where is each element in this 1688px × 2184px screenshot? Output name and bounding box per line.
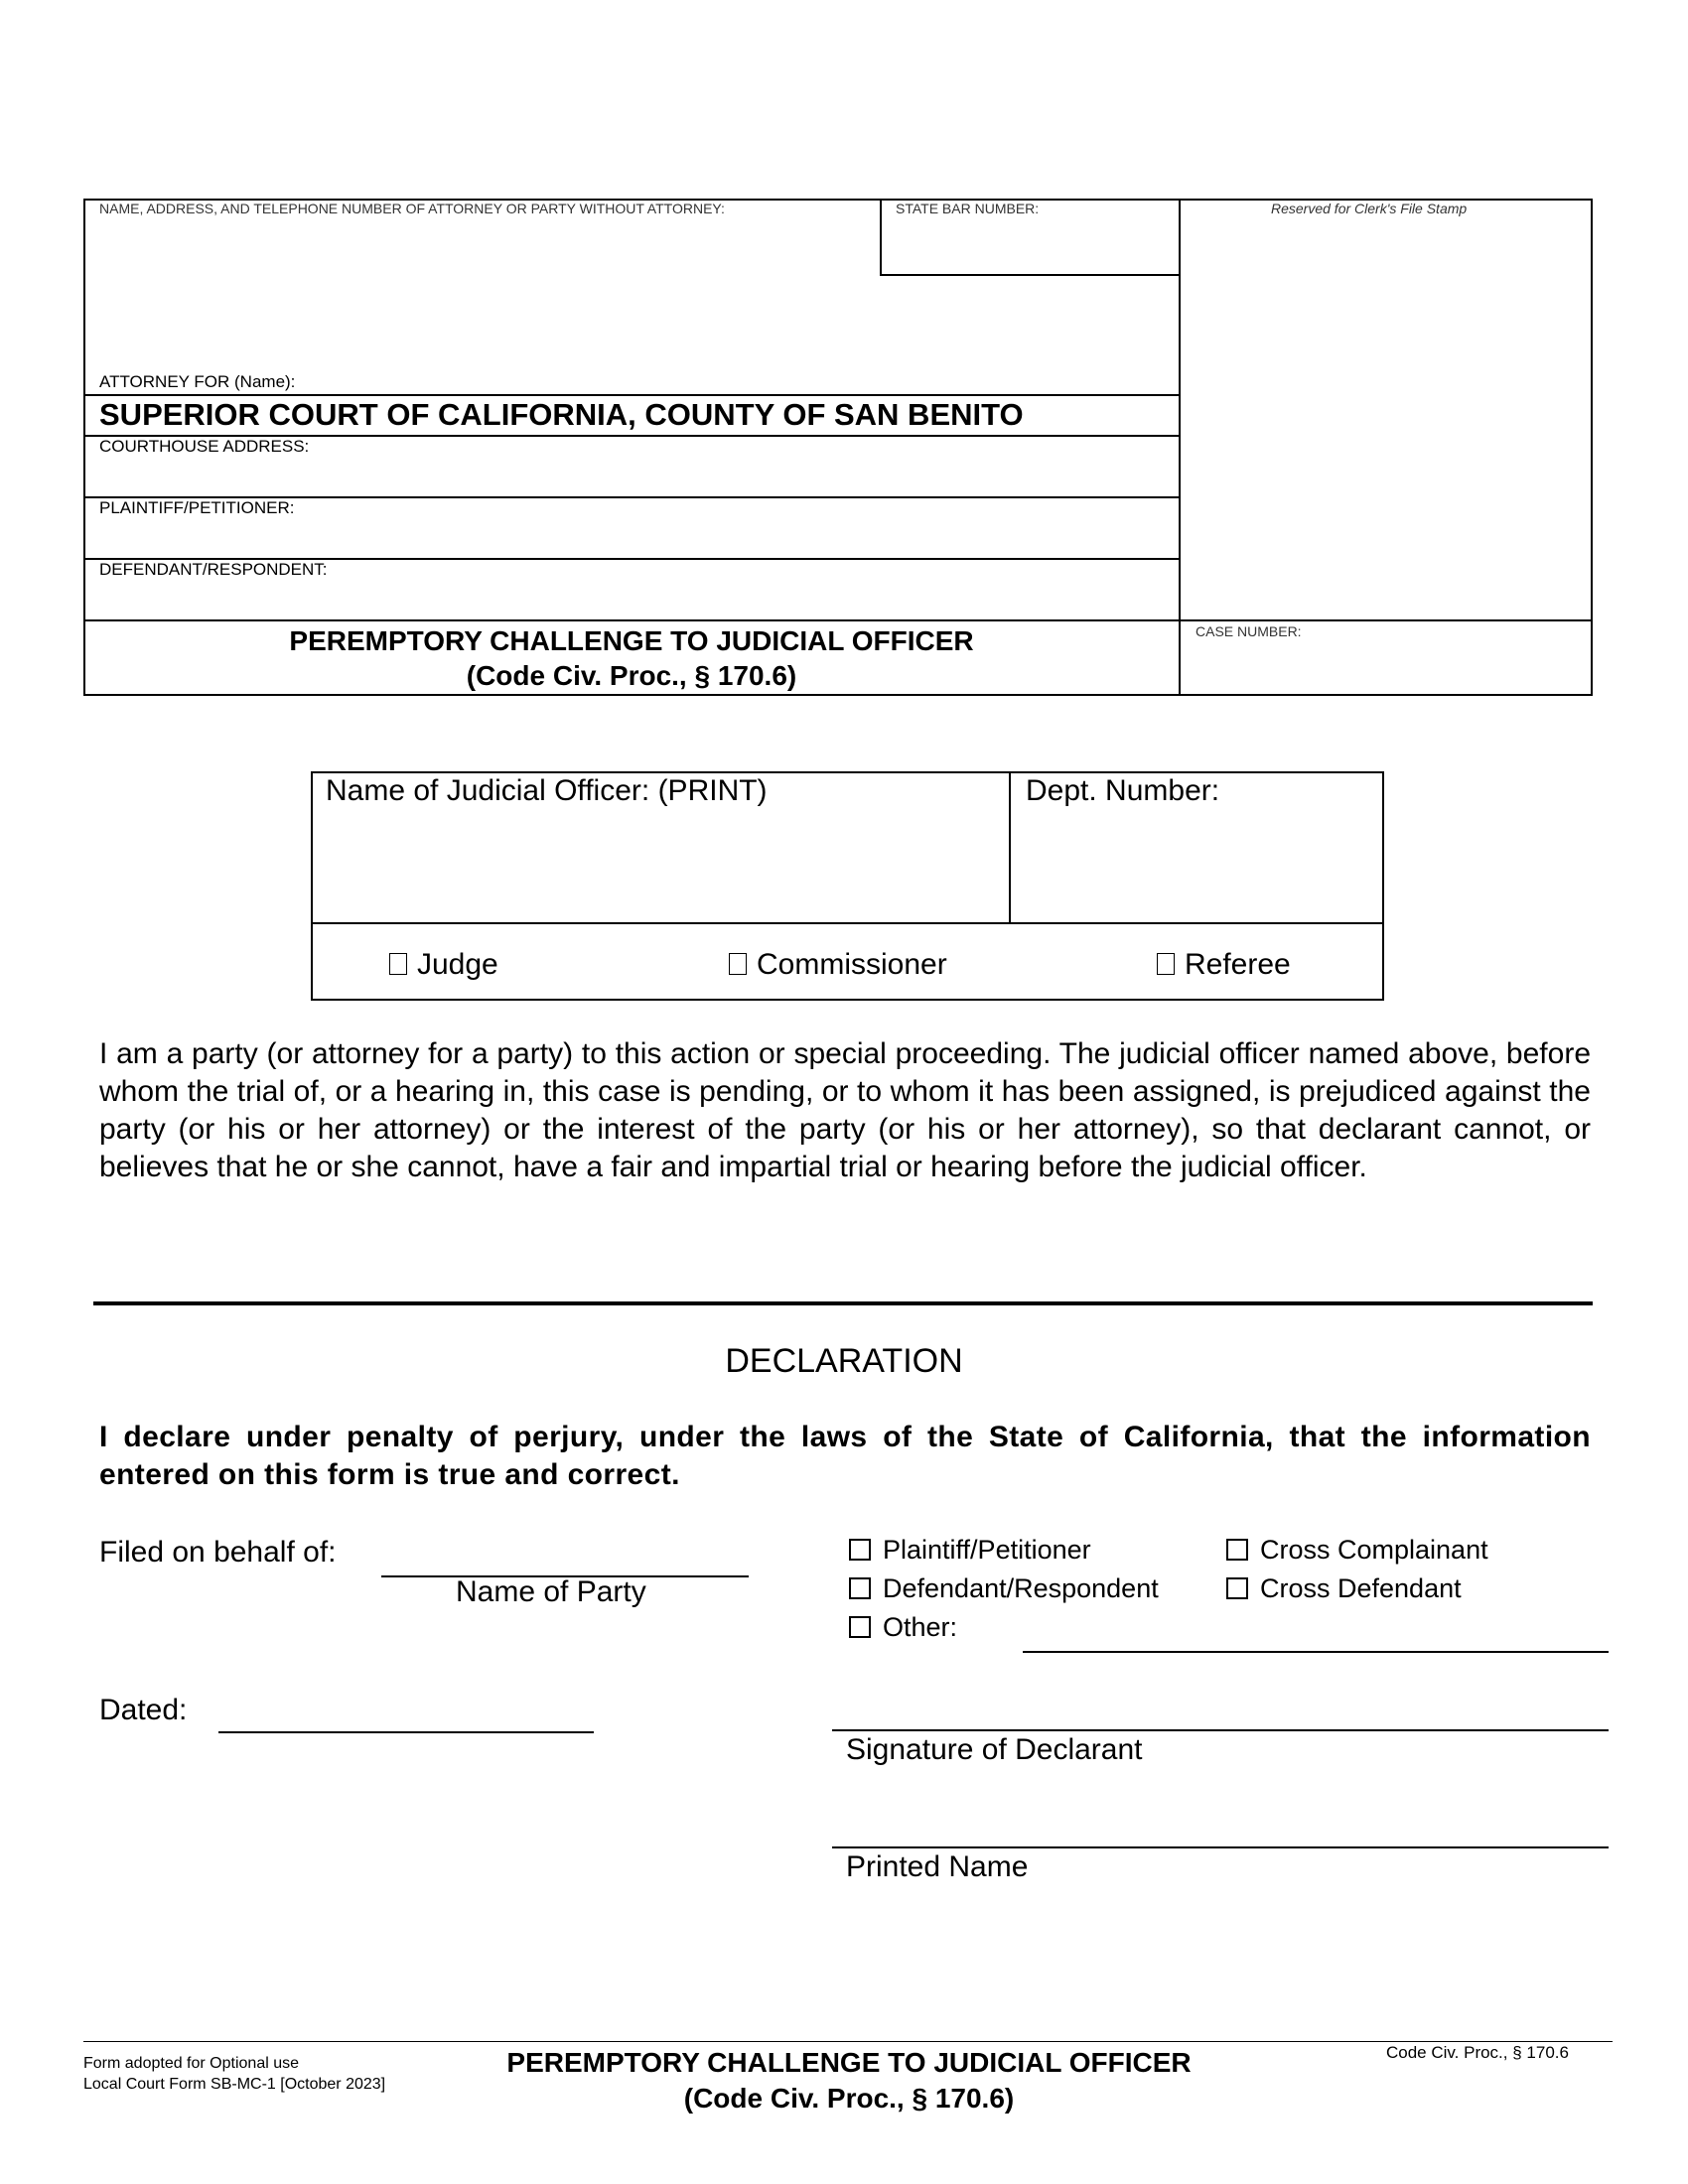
dated-label: Dated: bbox=[99, 1694, 188, 1726]
footer-form-id: Local Court Form SB-MC-1 [October 2023] bbox=[83, 2076, 386, 2093]
attorney-for-label: ATTORNEY FOR (Name): bbox=[99, 372, 296, 391]
defendant-option-label: Defendant/Respondent bbox=[883, 1573, 1159, 1603]
cross-defendant-checkbox[interactable] bbox=[1226, 1577, 1248, 1599]
court-name: SUPERIOR COURT OF CALIFORNIA, COUNTY OF SAN BENITO bbox=[99, 397, 1024, 432]
form-subtitle: (Code Civ. Proc., § 170.6) bbox=[466, 660, 797, 691]
name-of-party-label: Name of Party bbox=[456, 1575, 646, 1608]
signature-label: Signature of Declarant bbox=[846, 1733, 1143, 1766]
state-bar-label: STATE BAR NUMBER: bbox=[896, 201, 1040, 216]
declaration-text: I declare under penalty of perjury, under the laws of the State of California, that the information entered on this form is true and correct. bbox=[99, 1421, 1591, 1491]
attorney-block-label: NAME, ADDRESS, AND TELEPHONE NUMBER OF ATTORNEY OR PARTY WITHOUT ATTORNEY: bbox=[99, 201, 725, 216]
form-title-block bbox=[83, 623, 1180, 693]
footer-rule bbox=[83, 2041, 1613, 2042]
filed-on-behalf-label: Filed on behalf of: bbox=[99, 1536, 337, 1569]
cross-defendant-option-label: Cross Defendant bbox=[1260, 1573, 1462, 1603]
footer-title: PEREMPTORY CHALLENGE TO JUDICIAL OFFICER bbox=[506, 2047, 1192, 2078]
clerk-stamp-label: Reserved for Clerk's File Stamp bbox=[1271, 201, 1468, 216]
judge-label: Judge bbox=[417, 948, 498, 981]
statement-paragraph: I am a party (or attorney for a party) to this action or special proceeding. The judicial officer named above, before whom the trial of, or a hearing in, this case is pending, or to whom it has been assigned, is prejudiced against the party (or his or her attorney) or the interest of the party (or his or her attorney), so that declarant cannot, or believes that he or she cannot, have a fair and impartial trial or hearing before the judicial officer. bbox=[99, 1037, 1591, 1183]
case-number-label: CASE NUMBER: bbox=[1196, 623, 1302, 639]
courthouse-address-label: COURTHOUSE ADDRESS: bbox=[99, 437, 310, 456]
other-specify-line[interactable] bbox=[1023, 1651, 1609, 1653]
commissioner-checkbox[interactable] bbox=[729, 953, 747, 975]
plaintiff-option-label: Plaintiff/Petitioner bbox=[883, 1535, 1091, 1565]
plaintiff-label: PLAINTIFF/PETITIONER: bbox=[99, 498, 295, 517]
cross-complainant-option-label: Cross Complainant bbox=[1260, 1535, 1488, 1565]
footer-left bbox=[83, 2053, 385, 2095]
printed-name-label: Printed Name bbox=[846, 1850, 1029, 1883]
footer-code-ref: Code Civ. Proc., § 170.6 bbox=[1386, 2043, 1569, 2062]
defendant-label: DEFENDANT/RESPONDENT: bbox=[99, 560, 328, 579]
dated-line[interactable] bbox=[218, 1731, 594, 1733]
printed-name-line[interactable] bbox=[832, 1846, 1609, 1848]
judge-checkbox[interactable] bbox=[389, 953, 407, 975]
signature-line[interactable] bbox=[832, 1729, 1609, 1731]
footer-title-block bbox=[467, 2045, 1231, 2116]
plaintiff-checkbox[interactable] bbox=[849, 1539, 871, 1561]
footer-subtitle: (Code Civ. Proc., § 170.6) bbox=[683, 2083, 1015, 2114]
section-divider bbox=[93, 1301, 1593, 1305]
referee-label: Referee bbox=[1185, 948, 1291, 981]
officer-name-label: Name of Judicial Officer: (PRINT) bbox=[326, 774, 768, 807]
dept-number-label: Dept. Number: bbox=[1026, 774, 1220, 807]
other-option-label: Other: bbox=[883, 1612, 958, 1642]
commissioner-label: Commissioner bbox=[757, 948, 947, 981]
other-checkbox[interactable] bbox=[849, 1616, 871, 1638]
defendant-checkbox[interactable] bbox=[849, 1577, 871, 1599]
footer-adopted: Form adopted for Optional use bbox=[83, 2055, 300, 2072]
cross-complainant-checkbox[interactable] bbox=[1226, 1539, 1248, 1561]
declaration-heading: DECLARATION bbox=[725, 1342, 963, 1380]
referee-checkbox[interactable] bbox=[1157, 953, 1175, 975]
form-title: PEREMPTORY CHALLENGE TO JUDICIAL OFFICER bbox=[289, 625, 974, 656]
